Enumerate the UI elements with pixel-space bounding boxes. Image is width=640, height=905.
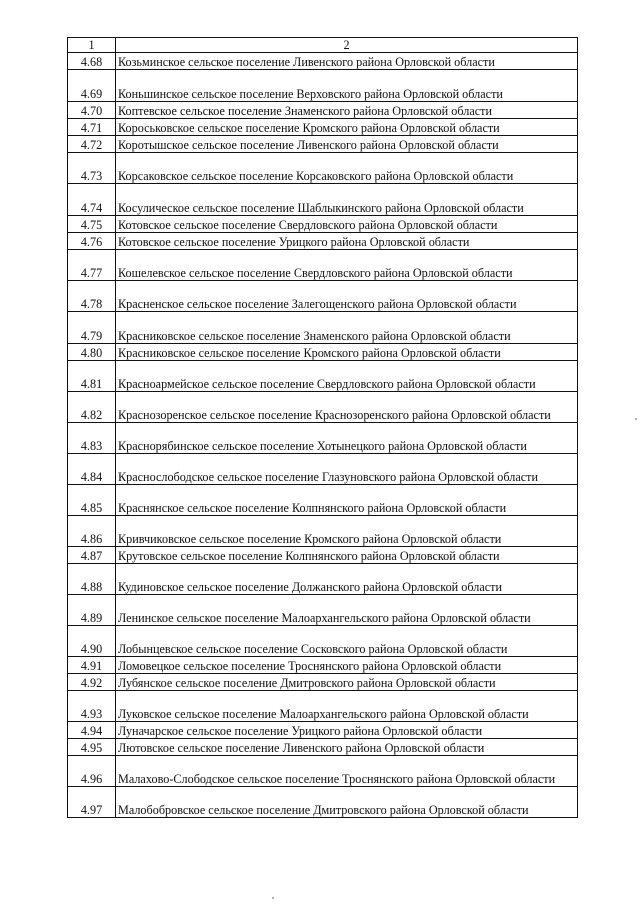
row-number: 4.94: [68, 722, 116, 739]
row-number: 4.93: [68, 691, 116, 722]
table-row: [68, 626, 578, 657]
row-name: Ломовецкое сельское поселение Троснянского района Орловской области: [116, 657, 578, 674]
row-number: 4.73: [68, 153, 116, 184]
row-name: Котовское сельское поселение Урицкого района Орловской области: [116, 233, 578, 250]
row-name: Кудиновское сельское поселение Должанского района Орловской области: [116, 564, 578, 595]
row-name: Корсаковское сельское поселение Корсаковского района Орловской области: [116, 153, 578, 184]
row-name: Краснозоренское сельское поселение Краснозоренского района Орловской области: [116, 392, 578, 423]
header-col-1: 1: [68, 38, 116, 53]
table-row: [68, 344, 578, 361]
row-name: Красноармейское сельское поселение Свердловского района Орловской области: [116, 361, 578, 392]
row-number: 4.79: [68, 312, 116, 344]
row-name: Кривчиковское сельское поселение Кромского района Орловской области: [116, 516, 578, 547]
row-number: 4.96: [68, 756, 116, 787]
table-row: [68, 281, 578, 312]
row-number: 4.89: [68, 595, 116, 626]
table-row: [68, 691, 578, 722]
row-number: 4.76: [68, 233, 116, 250]
table-row: [68, 564, 578, 595]
municipalities-table: [67, 37, 578, 818]
row-name: Малобобровское сельское поселение Дмитровского района Орловской области: [116, 787, 578, 818]
table-row: [68, 423, 578, 454]
table-row: [68, 53, 578, 70]
row-name: Котовское сельское поселение Свердловского района Орловской области: [116, 216, 578, 233]
row-number: 4.91: [68, 657, 116, 674]
table-row: [68, 595, 578, 626]
row-number: 4.88: [68, 564, 116, 595]
row-number: 4.81: [68, 361, 116, 392]
table-row: [68, 485, 578, 516]
row-number: 4.70: [68, 102, 116, 119]
table-row: [68, 153, 578, 184]
row-name: Краснорябинское сельское поселение Хотынецкого района Орловской области: [116, 423, 578, 454]
table-row: [68, 136, 578, 153]
table-row: [68, 739, 578, 756]
table-row: [68, 250, 578, 281]
table-row: [68, 657, 578, 674]
row-name: Краснослободское сельское поселение Глазуновского района Орловской области: [116, 454, 578, 485]
table-row: [68, 70, 578, 102]
table-row: [68, 102, 578, 119]
row-name: Коптевское сельское поселение Знаменского района Орловской области: [116, 102, 578, 119]
row-name: Лобынцевское сельское поселение Сосковского района Орловской области: [116, 626, 578, 657]
table-header-row: [68, 38, 578, 53]
row-number: 4.69: [68, 70, 116, 102]
table-row: [68, 722, 578, 739]
row-name: Луковское сельское поселение Малоархангельского района Орловской области: [116, 691, 578, 722]
row-number: 4.78: [68, 281, 116, 312]
row-number: 4.68: [68, 53, 116, 70]
row-number: 4.82: [68, 392, 116, 423]
row-name: Красниковское сельское поселение Знаменского района Орловской области: [116, 312, 578, 344]
table-row: [68, 454, 578, 485]
row-number: 4.74: [68, 184, 116, 216]
table-row: [68, 184, 578, 216]
row-number: 4.71: [68, 119, 116, 136]
table-row: [68, 361, 578, 392]
row-number: 4.92: [68, 674, 116, 691]
row-name: Малахово-Слободское сельское поселение Троснянского района Орловской области: [116, 756, 578, 787]
row-number: 4.95: [68, 739, 116, 756]
row-number: 4.85: [68, 485, 116, 516]
row-number: 4.97: [68, 787, 116, 818]
row-name: Лубянское сельское поселение Дмитровского района Орловской области: [116, 674, 578, 691]
table-row: [68, 119, 578, 136]
row-name: Ленинское сельское поселение Малоархангельского района Орловской области: [116, 595, 578, 626]
table-row: [68, 547, 578, 564]
table-row: [68, 233, 578, 250]
row-number: 4.75: [68, 216, 116, 233]
row-name: Кошелевское сельское поселение Свердловского района Орловской области: [116, 250, 578, 281]
table-row: [68, 516, 578, 547]
row-number: 4.84: [68, 454, 116, 485]
row-name: Красненское сельское поселение Залегощенского района Орловской области: [116, 281, 578, 312]
table-row: [68, 674, 578, 691]
row-name: Коньшинское сельское поселение Верховского района Орловской области: [116, 70, 578, 102]
row-name: Козьминское сельское поселение Ливенского района Орловской области: [116, 53, 578, 70]
table-row: [68, 787, 578, 818]
header-col-2: 2: [116, 38, 578, 53]
table-row: [68, 216, 578, 233]
row-name: Короськовское сельское поселение Кромского района Орловской области: [116, 119, 578, 136]
row-name: Краснянское сельское поселение Колпнянского района Орловской области: [116, 485, 578, 516]
row-name: Крутовское сельское поселение Колпнянского района Орловской области: [116, 547, 578, 564]
row-name: Луначарское сельское поселение Урицкого района Орловской области: [116, 722, 578, 739]
row-number: 4.77: [68, 250, 116, 281]
row-name: Косулическое сельское поселение Шаблыкинского района Орловской области: [116, 184, 578, 216]
row-number: 4.90: [68, 626, 116, 657]
row-name: Красниковское сельское поселение Кромского района Орловской области: [116, 344, 578, 361]
row-name: Лютовское сельское поселение Ливенского района Орловской области: [116, 739, 578, 756]
row-number: 4.80: [68, 344, 116, 361]
scan-speck: [635, 418, 637, 420]
row-number: 4.72: [68, 136, 116, 153]
row-number: 4.83: [68, 423, 116, 454]
row-number: 4.86: [68, 516, 116, 547]
table-row: [68, 756, 578, 787]
scan-speck: [272, 897, 274, 899]
row-number: 4.87: [68, 547, 116, 564]
row-name: Коротышское сельское поселение Ливенского района Орловской области: [116, 136, 578, 153]
table-row: [68, 392, 578, 423]
table-row: [68, 312, 578, 344]
